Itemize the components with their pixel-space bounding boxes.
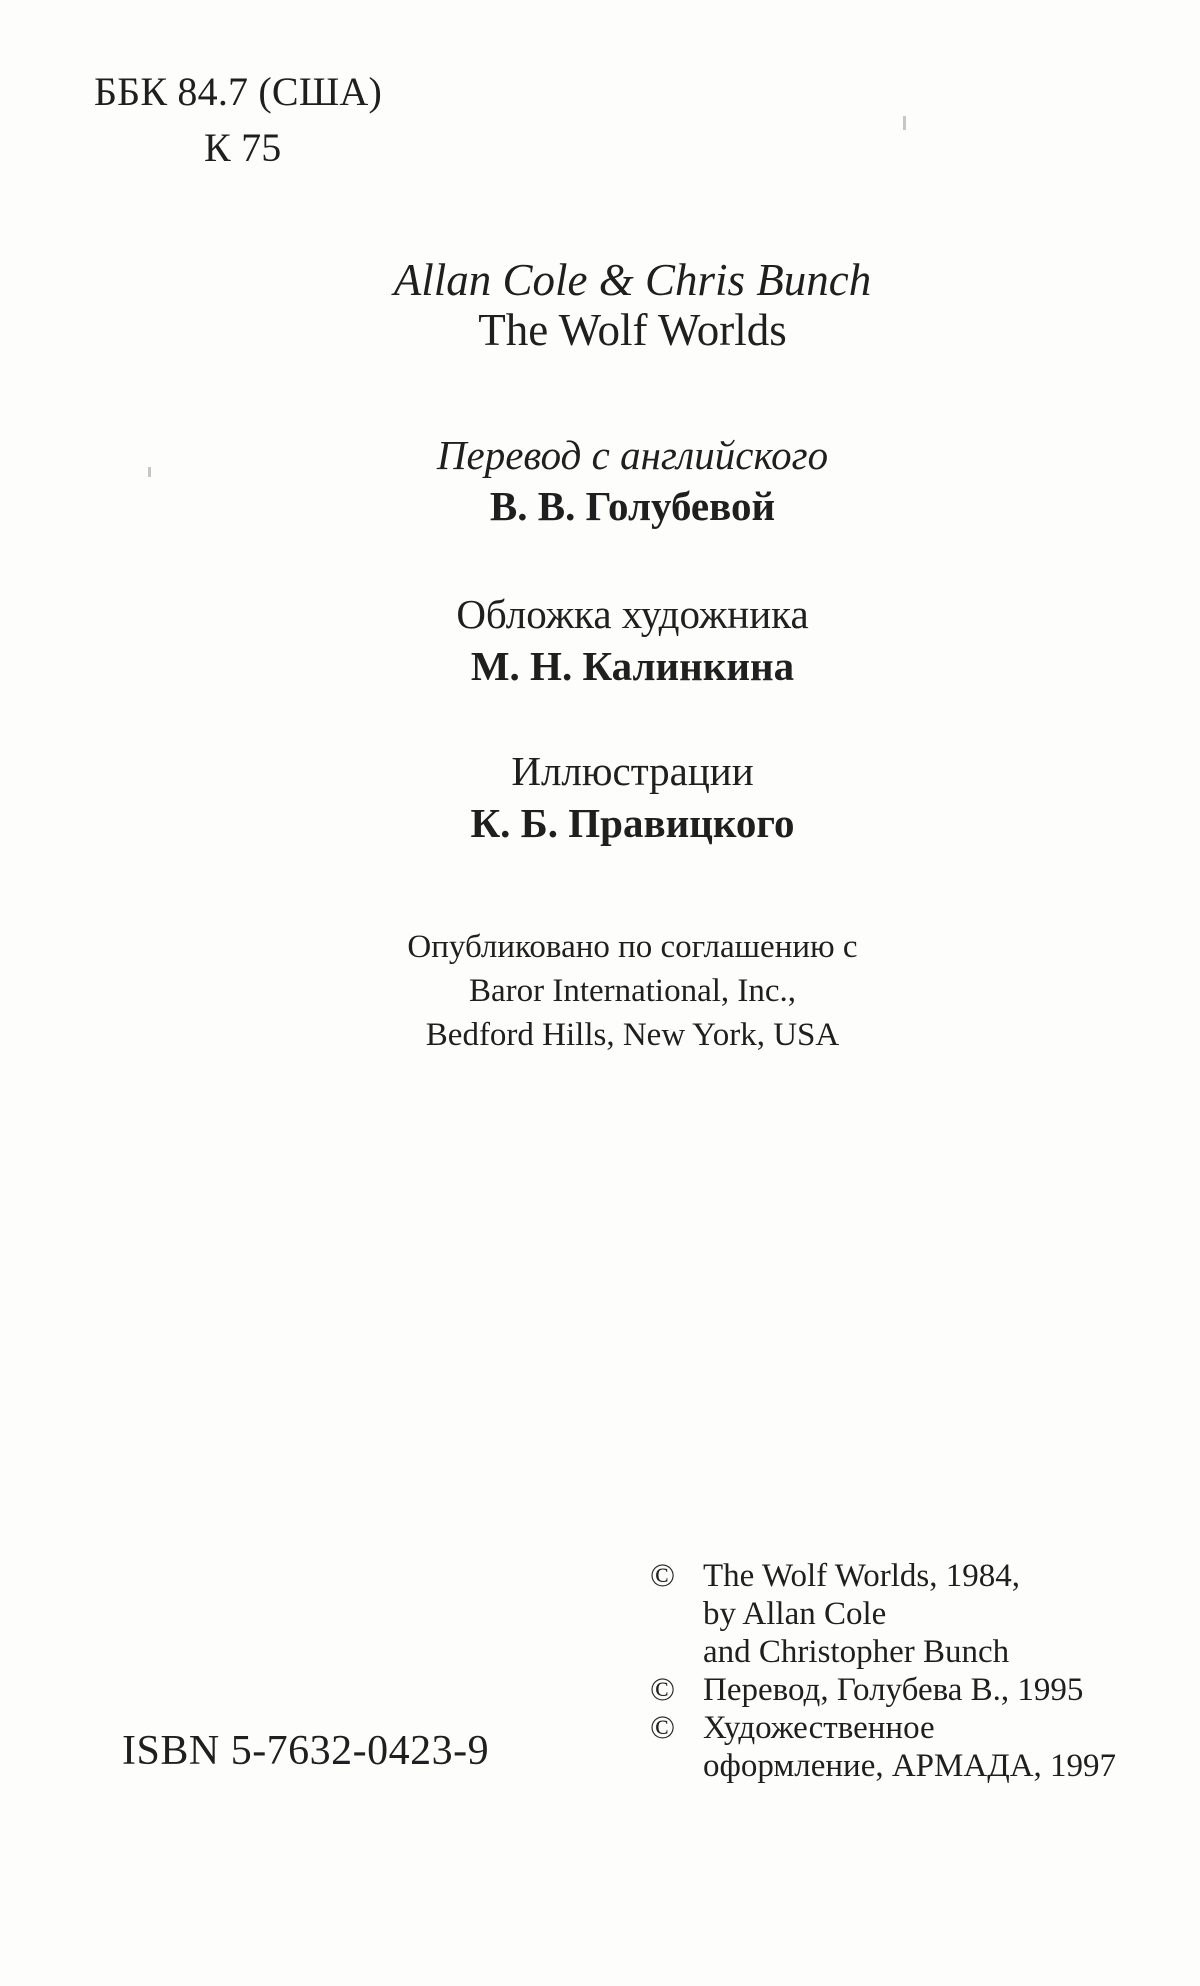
copyright-line (648, 1633, 1188, 1671)
authors-line: Allan Cole & Chris Bunch (393, 255, 872, 305)
copyright-symbol: © (650, 1672, 676, 1708)
copyright-text: Художественное (703, 1710, 935, 1746)
publication-agreement (0, 925, 1200, 1057)
copyright-line (648, 1747, 1188, 1785)
copyright-text: and Christopher Bunch (703, 1634, 1010, 1670)
paper-speck-top (903, 116, 906, 130)
illustrator-name: К. Б. Правицкого (470, 800, 795, 846)
translation-label: Перевод с английского (436, 432, 829, 478)
publication-line: Baror International, Inc., (468, 973, 797, 1009)
copyright-text: The Wolf Worlds, 1984, (703, 1558, 1021, 1594)
publication-line: Опубликовано по соглашению с (407, 929, 858, 965)
illustrations-label: Иллюстрации (511, 748, 754, 794)
bbk-code: ББК 84.7 (США) (94, 69, 382, 114)
copyright-line (648, 1709, 1188, 1747)
copyright-line (648, 1671, 1188, 1709)
publication-line: Bedford Hills, New York, USA (425, 1017, 840, 1053)
copyright-line (648, 1557, 1188, 1595)
translator-name: В. В. Голубевой (489, 483, 776, 529)
copyright-text: by Allan Cole (703, 1596, 887, 1632)
copyright-text: Перевод, Голубева В., 1995 (703, 1672, 1084, 1708)
isbn-number: ISBN 5-7632-0423-9 (122, 1728, 490, 1774)
copyright-symbol: © (650, 1558, 676, 1594)
cover-artist-name: М. Н. Калинкина (470, 643, 795, 689)
library-classification (94, 64, 382, 176)
copyright-symbol: © (650, 1710, 676, 1746)
copyright-text: оформление, АРМАДА, 1997 (703, 1748, 1117, 1784)
book-title: The Wolf Worlds (478, 305, 787, 355)
copyright-block (648, 1557, 1188, 1785)
copyright-line (648, 1595, 1188, 1633)
cover-artist-label: Обложка художника (456, 591, 809, 637)
author-mark-code: К 75 (204, 125, 282, 170)
